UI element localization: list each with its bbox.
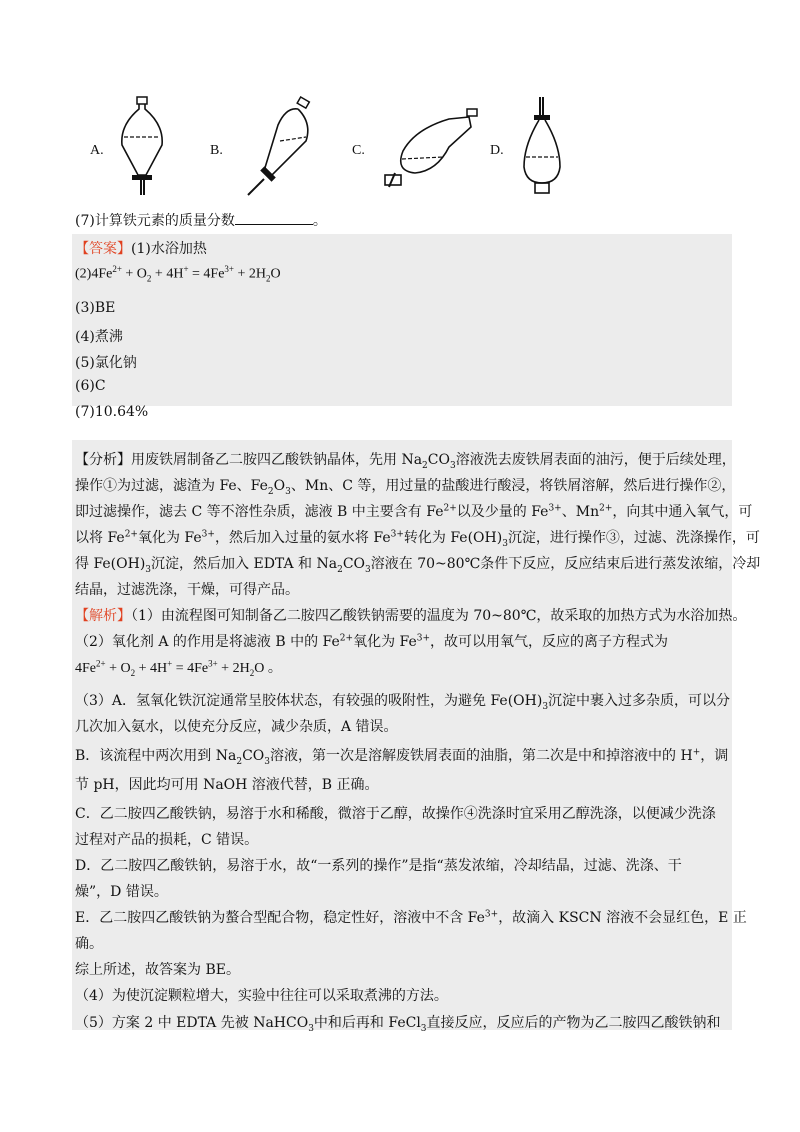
answer-1: 【答案】(1)水浴加热 [75,241,207,257]
answer-6: (6)C [75,378,106,394]
solution-3e: C．乙二胺四乙酸铁钠，易溶于水和稀酸，微溶于乙醇，故操作④洗涤时宜采用乙醇洗涤，以便减少洗涤 [75,806,716,822]
funnel-options [90,95,610,200]
answer-4: (4)煮沸 [75,329,123,345]
funnel-c-icon [375,95,485,200]
funnel-b-icon [230,95,320,200]
analysis-line-1: 【分析】用废铁屑制备乙二胺四乙酸铁钠晶体，先用 $Na_2CO_3$溶液洗去废铁屑表面的油污，便于后续处理， [75,452,736,471]
solution-1: 【解析】（1）由流程图可知制备乙二胺四乙酸铁钠需要的温度为 70~80℃，故采取的加热方式为水浴加热。 [75,608,747,624]
answer-blank [235,212,313,225]
question-7: (7)计算铁元素的质量分数 。 [75,213,327,229]
option-a-label: A. [90,143,104,158]
answer-7: (7)10.64% [75,404,149,420]
answer-3: (3)BE [75,300,116,316]
solution-4: （4）为使沉淀颗粒增大，实验中往往可以采取煮沸的方法。 [75,988,448,1004]
solution-3a: （3）A．氢氧化铁沉淀通常呈胶体状态，有较强的吸附性，为避免 $Fe(OH)_3$沉淀中裹入过多杂质，可以分 [75,693,731,712]
solution-3d: 节 pH，因此均可用 NaOH 溶液代替，B 正确。 [75,777,379,793]
solution-3j: 确。 [75,936,103,952]
solution-2a: （2）氧化剂 A 的作用是将滤液 B 中的 $Fe^{2+}$氧化为 $Fe^{3+}$，故可以用氧气，反应的离子方程式为 [75,633,669,650]
solution-3c: B．该流程中两次用到 $Na_2CO_3$溶液，第一次是溶解废铁屑表面的油脂，第二次是中和掉溶液中的 H+，调 [75,747,729,767]
analysis-line-3: 即过滤操作，滤去 C 等不溶性杂质，滤液 B 中主要含有 $Fe^{2+}$以及少量的 $Fe^{3+}$、$Mn^{2+}$，向其中通入氧气，可 [75,503,753,520]
solution-3b: 几次加入氨水，以使充分反应，减少杂质，A 错误。 [75,719,398,735]
solution-2b: $4Fe^{2+} + O_2 + 4H^+ = 4Fe^{3+} + 2H_2O$ 。 [75,658,282,678]
option-d-label: D. [490,143,504,158]
analysis-line-4: 以将 $Fe^{2+}$氧化为 $Fe^{3+}$，然后加入过量的氨水将 $Fe^{3+}$转化为 $Fe(OH)_3$沉淀，进行操作③，过滤、洗涤操作，可 [75,529,760,549]
answer-block [72,234,732,406]
answer-5: (5)氯化钠 [75,355,137,371]
analysis-line-5: 得 $Fe(OH)_3$沉淀，然后加入 EDTA 和 $Na_2CO_3$溶液在 70~80℃条件下反应，反应结束后进行蒸发浓缩，冷却 [75,556,761,575]
analysis-line-6: 结晶，过滤洗涤，干燥，可得产品。 [75,582,299,598]
solution-3f: 过程对产品的损耗，C 错误。 [75,832,259,848]
funnel-a-icon [110,95,180,200]
solution-3h: 燥”，D 错误。 [75,884,168,900]
solution-3i: E．乙二胺四乙酸铁钠为螯合型配合物，稳定性好，溶液中不含 $Fe^{3+}$，故滴入 KSCN 溶液不会显红色，E 正 [75,909,747,926]
answer-2: $(2)4Fe^{2+} + O_2 + 4H^+ = 4Fe^{3+} + 2H_2O$ [75,264,281,284]
solution-5: （5）方案 2 中 EDTA 先被 NaHCO$_3$中和后再和 FeCl$_3$直接反应，反应后的产物为乙二胺四乙酸铁钠和 [75,1015,721,1034]
solution-3k: 综上所述，故答案为 BE。 [75,962,240,978]
solution-3g: D．乙二胺四乙酸铁钠，易溶于水，故“一系列的操作”是指“蒸发浓缩，冷却结晶，过滤、洗涤、干 [75,858,682,874]
analysis-line-2: 操作①为过滤，滤渣为 Fe、$Fe_2O_3$、Mn、C 等，用过量的盐酸进行酸浸，将铁屑溶解，然后进行操作②， [75,478,736,497]
option-c-label: C. [352,143,365,158]
option-b-label: B. [210,143,223,158]
funnel-d-icon [510,95,580,200]
